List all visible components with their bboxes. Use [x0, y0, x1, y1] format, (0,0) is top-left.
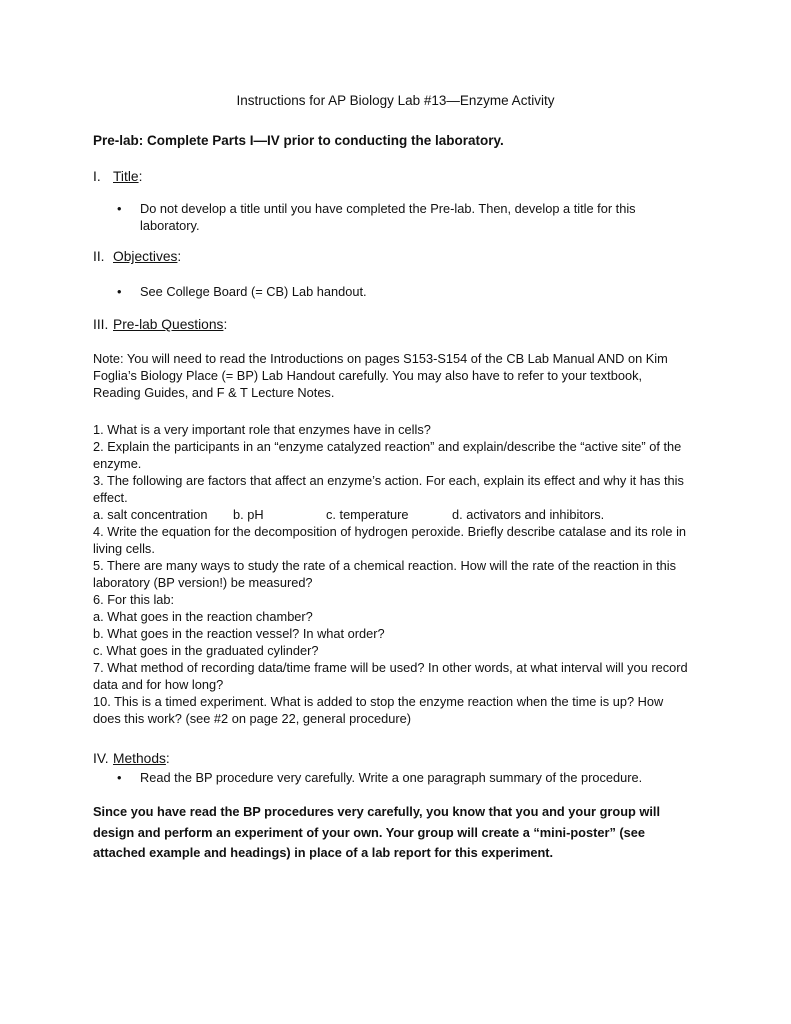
question-item: 7. What method of recording data/time frame will be used? In other words, at what interval will you record data and for how long? — [93, 660, 688, 692]
question-item: 6. For this lab: — [93, 592, 175, 607]
note-paragraph: Note: You will need to read the Introductions on pages S153-S154 of the CB Lab Manual AND on Kim Foglia’s Biology Place (= BP) Lab Handout carefully. You may also have to refer to your textbook, Reading Guides, and F & T Lecture Notes. — [93, 351, 668, 400]
bullet-text: See College Board (= CB) Lab handout. — [140, 284, 367, 299]
bullet-icon: • — [117, 770, 122, 785]
factor-item: b. pH — [233, 507, 264, 522]
section-label: Title — [113, 169, 139, 184]
section-number: III. — [93, 317, 109, 332]
section-objectives-heading — [93, 249, 181, 264]
section-colon: : — [223, 317, 228, 332]
section-label: Pre-lab Questions — [113, 317, 224, 332]
section-label: Objectives — [113, 249, 178, 264]
question-item: 10. This is a timed experiment. What is added to stop the enzyme reaction when the time is up? How does this work? (see #2 on page 22, general procedure) — [93, 694, 664, 726]
document-title: Instructions for AP Biology Lab #13—Enzyme Activity — [236, 93, 555, 108]
section-methods-heading — [93, 751, 170, 766]
bullet-icon: • — [117, 201, 122, 216]
question-item: 3. The following are factors that affect an enzyme’s action. For each, explain its effect and why it has this effect. — [93, 473, 684, 505]
factor-item: c. temperature — [326, 507, 409, 522]
question-item: 2. Explain the participants in an “enzyme catalyzed reaction” and explain/describe the “active site” of the enzyme. — [93, 439, 682, 471]
section-colon: : — [138, 169, 143, 184]
factors-row — [93, 506, 693, 523]
section-colon: : — [177, 249, 182, 264]
bullet-text: Read the BP procedure very carefully. Write a one paragraph summary of the procedure. — [140, 770, 643, 785]
question-item: 4. Write the equation for the decomposition of hydrogen peroxide. Briefly describe catalase and its role in living cells. — [93, 524, 687, 556]
bullet-text: Do not develop a title until you have completed the Pre-lab. Then, develop a title for this laboratory. — [140, 201, 636, 233]
section-questions-heading — [93, 317, 227, 332]
factor-item: d. activators and inhibitors. — [452, 507, 605, 522]
question-item: c. What goes in the graduated cylinder? — [93, 643, 319, 658]
factor-item: a. salt concentration — [93, 507, 208, 522]
bullet-icon: • — [117, 284, 122, 299]
closing-paragraph: Since you have read the BP procedures very carefully, you know that you and your group will design and perform an experiment of your own. Your group will create a “mini-poster” (see attached example and headings) in place of a lab report for this experiment. — [93, 804, 660, 860]
question-item: 1. What is a very important role that enzymes have in cells? — [93, 422, 431, 437]
questions-list — [93, 421, 693, 727]
question-item: b. What goes in the reaction vessel? In what order? — [93, 626, 385, 641]
section-number: II. — [93, 249, 105, 264]
section-colon: : — [165, 751, 170, 766]
section-number: I. — [93, 169, 101, 184]
question-item: 5. There are many ways to study the rate of a chemical reaction. How will the rate of the reaction in this laboratory (BP version!) be measured? — [93, 558, 677, 590]
question-item: a. What goes in the reaction chamber? — [93, 609, 313, 624]
section-title-heading — [93, 169, 142, 184]
section-label: Methods — [113, 751, 166, 766]
prelab-heading: Pre-lab: Complete Parts I—IV prior to conducting the laboratory. — [93, 133, 504, 148]
section-number: IV. — [93, 751, 109, 766]
